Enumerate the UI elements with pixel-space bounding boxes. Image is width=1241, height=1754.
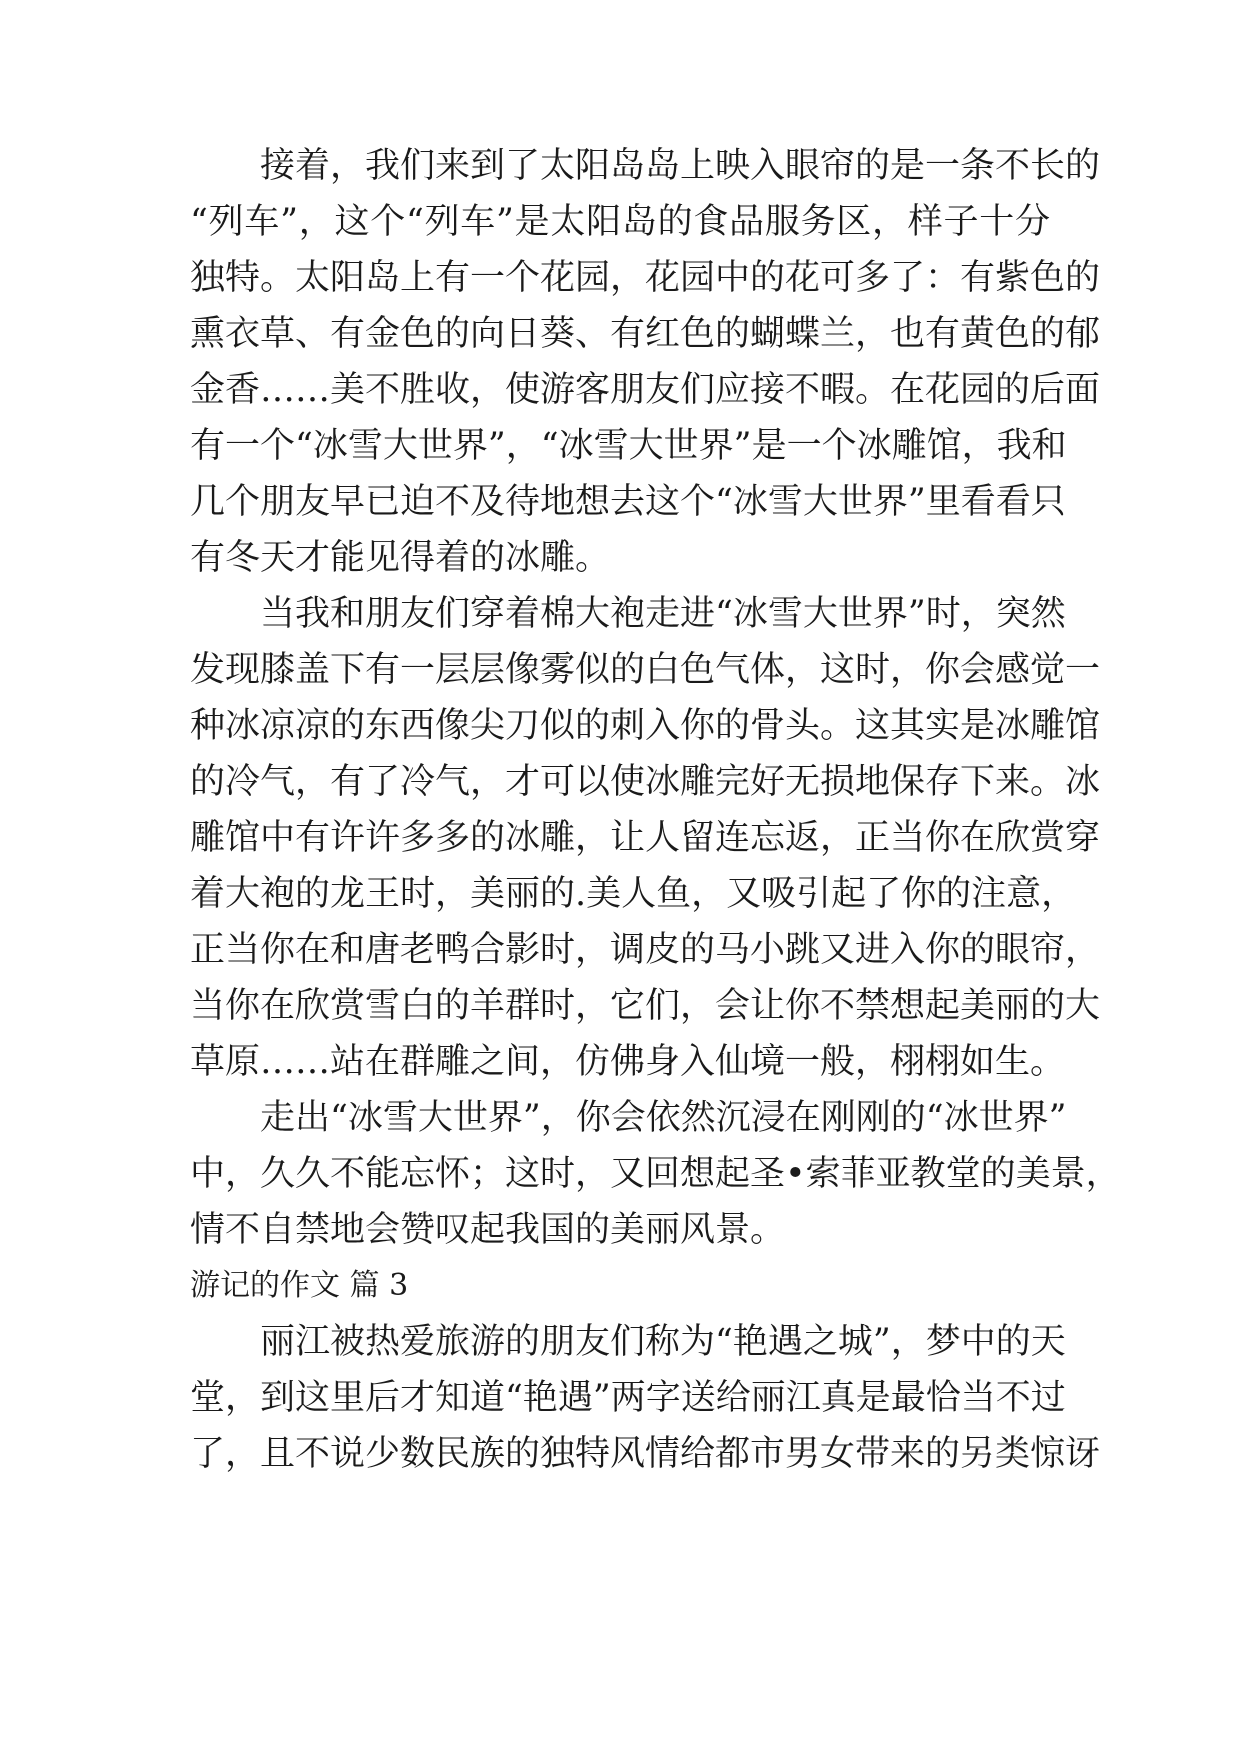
- paragraph-2-line-4: 的冷气，有了冷气，才可以使冰雕完好无损地保存下来。冰: [190, 762, 1101, 802]
- paragraph-4-line-1: 丽江被热爱旅游的朋友们称为“艳遇之城”，梦中的天: [260, 1322, 1066, 1362]
- paragraph-1-line-2: “列车”，这个“列车”是太阳岛的食品服务区，样子十分: [190, 202, 1050, 242]
- paragraph-1-line-7: 几个朋友早已迫不及待地想去这个“冰雪大世界”里看看只: [190, 482, 1066, 522]
- paragraph-2-line-9: 草原……站在群雕之间，仿佛身入仙境一般，栩栩如生。: [190, 1042, 1066, 1082]
- paragraph-2-line-1: 当我和朋友们穿着棉大袍走进“冰雪大世界”时，突然: [260, 594, 1066, 634]
- section-heading: 游记的作文 篇 3: [190, 1268, 409, 1303]
- paragraph-1-line-6: 有一个“冰雪大世界”，“冰雪大世界”是一个冰雕馆，我和: [190, 426, 1067, 466]
- paragraph-2-line-3: 种冰凉凉的东西像尖刀似的刺入你的骨头。这其实是冰雕馆: [190, 706, 1101, 746]
- paragraph-3-line-2: 中，久久不能忘怀；这时，又回想起圣•索菲亚教堂的美景，: [190, 1154, 1121, 1194]
- paragraph-2-line-2: 发现膝盖下有一层层像雾似的白色气体，这时，你会感觉一: [190, 650, 1101, 690]
- paragraph-2-line-5: 雕馆中有许许多多的冰雕，让人留连忘返，正当你在欣赏穿: [190, 818, 1101, 858]
- paragraph-3-line-3: 情不自禁地会赞叹起我国的美丽风景。: [190, 1210, 786, 1250]
- paragraph-2-line-8: 当你在欣赏雪白的羊群时，它们，会让你不禁想起美丽的大: [190, 986, 1101, 1026]
- paragraph-4-line-3: 了，且不说少数民族的独特风情给都市男女带来的另类惊讶: [190, 1434, 1101, 1474]
- paragraph-2-line-7: 正当你在和唐老鸭合影时，调皮的马小跳又进入你的眼帘，: [190, 930, 1101, 970]
- paragraph-2-line-6: 着大袍的龙王时，美丽的.美人鱼，又吸引起了你的注意，: [190, 874, 1077, 914]
- paragraph-1-line-1: 接着，我们来到了太阳岛岛上映入眼帘的是一条不长的: [260, 146, 1101, 186]
- paragraph-4-line-2: 堂，到这里后才知道“艳遇”两字送给丽江真是最恰当不过: [190, 1378, 1066, 1418]
- paragraph-1-line-5: 金香……美不胜收，使游客朋友们应接不暇。在花园的后面: [190, 370, 1101, 410]
- paragraph-3-line-1: 走出“冰雪大世界”，你会依然沉浸在刚刚的“冰世界”: [260, 1098, 1067, 1138]
- paragraph-1-line-8: 有冬天才能见得着的冰雕。: [190, 538, 611, 578]
- paragraph-1-line-4: 熏衣草、有金色的向日葵、有红色的蝴蝶兰，也有黄色的郁: [190, 314, 1101, 354]
- paragraph-1-line-3: 独特。太阳岛上有一个花园，花园中的花可多了：有紫色的: [190, 258, 1101, 298]
